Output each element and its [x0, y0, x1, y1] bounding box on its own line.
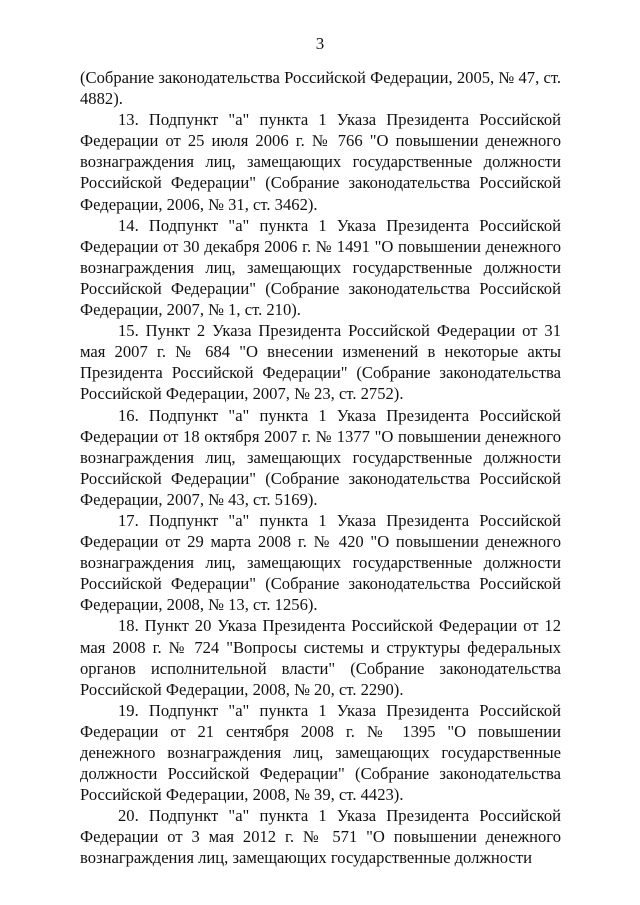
document-body [80, 67, 561, 869]
paragraph-item-20: 20. Подпункт "а" пункта 1 Указа Президента Российской Федерации от 3 мая 2012 г. № 571 "О повышении денежного вознаграждения лиц, замещающих государственные должности [80, 806, 561, 868]
paragraph-continuation: (Собрание законодательства Российской Федерации, 2005, № 47, ст. 4882). [80, 68, 561, 109]
paragraph-item-13: 13. Подпункт "а" пункта 1 Указа Президента Российской Федерации от 25 июля 2006 г. № 766 "О повышении денежного вознаграждения лиц, замещающих государственные должности Российской Федерации" (Собрание законодательства Российской Федерации, 2006, № 31, ст. 3462). [80, 110, 561, 214]
paragraph-item-18: 18. Пункт 20 Указа Президента Российской Федерации от 12 мая 2008 г. № 724 "Вопросы системы и структуры федеральных органов исполнительной власти" (Собрание законодательства Российской Федерации, 2008, № 20, ст. 2290). [80, 616, 561, 699]
paragraph-item-17: 17. Подпункт "а" пункта 1 Указа Президента Российской Федерации от 29 марта 2008 г. № 420 "О повышении денежного вознаграждения лиц, замещающих государственные должности Российской Федерации" (Собрание законодательства Российской Федерации, 2008, № 13, ст. 1256). [80, 510, 561, 615]
paragraph-item-14: 14. Подпункт "а" пункта 1 Указа Президента Российской Федерации от 30 декабря 2006 г. № 1491 "О повышении денежного вознаграждения лиц, замещающих государственные должности Российской Федерации" (Собрание законодательства Российской Федерации, 2007, № 1, ст. 210). [80, 215, 561, 320]
page-number: 3 [315, 34, 325, 53]
paragraph-item-15: 15. Пункт 2 Указа Президента Российской Федерации от 31 мая 2007 г. № 684 "О внесении изменений в некоторые акты Президента Российской Федерации" (Собрание законодательства Российской Федерации, 2007, № 23, ст. 2752). [80, 321, 561, 404]
paragraph-item-19: 19. Подпункт "а" пункта 1 Указа Президента Российской Федерации от 21 сентября 2008 г. № 1395 "О повышении денежного вознаграждения лиц, замещающих государственные должности Российской Федерации" (Собрание законодательства Российской Федерации, 2008, № 39, ст. 4423). [80, 700, 561, 805]
paragraph-item-16: 16. Подпункт "а" пункта 1 Указа Президента Российской Федерации от 18 октября 2007 г. № 1377 "О повышении денежного вознаграждения лиц, замещающих государственные должности Российской Федерации" (Собрание законодательства Российской Федерации, 2007, № 43, ст. 5169). [80, 405, 561, 509]
